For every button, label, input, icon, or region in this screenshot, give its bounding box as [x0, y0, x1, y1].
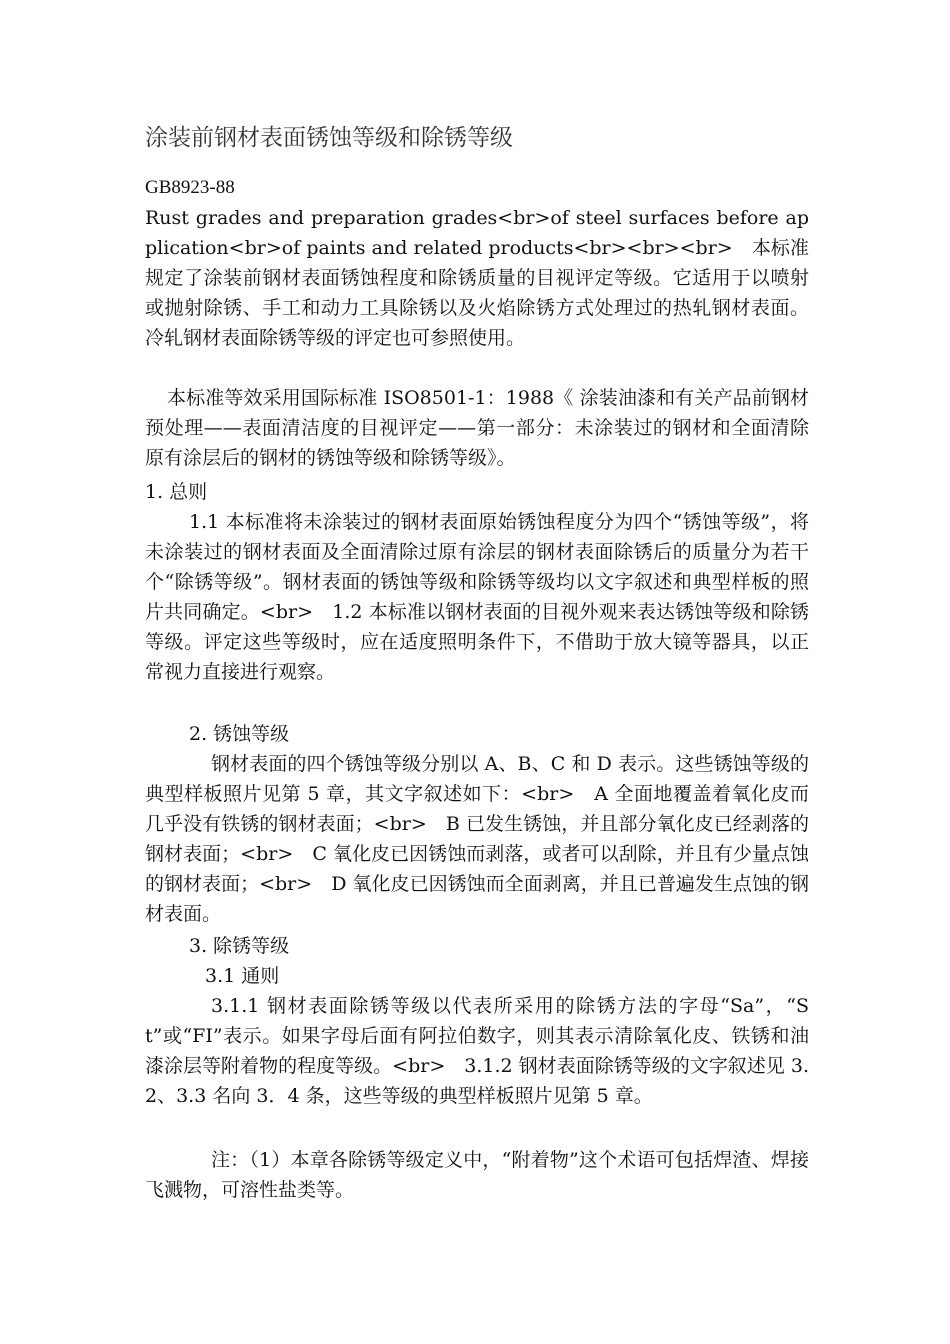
- note-paragraph: 注：（1）本章各除锈等级定义中，“附着物”这个术语可包括焊渣、焊接飞溅物，可溶性盐类等。: [145, 1149, 809, 1201]
- section-2-paragraph: 钢材表面的四个锈蚀等级分别以 A、B、C 和 D 表示。这些锈蚀等级的典型样板照片见第 5 章，其文字叙述如下：<br> A 全面地覆盖着氧化皮而几乎没有铁锈的钢材表面；<br> B 已发生锈蚀，并且部分氧化皮已经剥落的钢材表面；<br> C 氧化皮已因锈蚀而剥落，或者可以刮除，并且有少量点蚀的钢材表面；<br> D 氧化皮已因锈蚀而全面剥离，并且已普遍发生点蚀的钢材表面。: [145, 753, 809, 925]
- section-3-heading: 3. 除锈等级: [189, 935, 290, 957]
- section-3-1-1-paragraph: 3.1.1 钢材表面除锈等级以代表所采用的除锈方法的字母“Sa”，“St”或“FI”表示。如果字母后面有阿拉伯数字，则其表示清除氧化皮、铁锈和油漆涂层等附着物的程度等级。<br> 3.1.2 钢材表面除锈等级的文字叙述见 3.2、3.3 名向 3．4 条，这些等级的典型样板照片见第 5 章。: [145, 995, 809, 1107]
- section-1-heading: 1. 总则: [145, 481, 208, 503]
- section-1-1-paragraph: 1.1 本标准将未涂装过的钢材表面原始锈蚀程度分为四个“锈蚀等级”，将未涂装过的钢材表面及全面清除过原有涂层的钢材表面除锈后的质量分为若干个“除锈等级”。钢材表面的锈蚀等级和除锈等级均以文字叙述和典型样板的照片共同确定。<br> 1.2 本标准以钢材表面的目视外观来表达锈蚀等级和除锈等级。评定这些等级时，应在适度照明条件下，不借助于放大镜等器具，以正常视力直接进行观察。: [145, 511, 809, 683]
- intro-paragraph: Rust grades and preparation grades<br>of steel surfaces before application<br>of paints and related products<br><br><br> 本标准规定了涂装前钢材表面锈蚀程度和除锈质量的目视评定等级。它适用于以喷射或抛射除锈、手工和动力工具除锈以及火焰除锈方式处理过的热轧钢材表面。冷轧钢材表面除锈等级的评定也可参照使用。: [145, 207, 809, 349]
- standard-code: GB8923-88: [145, 177, 235, 198]
- iso-reference-paragraph: 本标准等效采用国际标准 ISO8501-1：1988《 涂装油漆和有关产品前钢材预处理——表面清洁度的目视评定——第一部分：未涂装过的钢材和全面清除原有涂层后的钢材的锈蚀等级和除锈等级》。: [145, 387, 809, 469]
- section-3-1-heading: 3.1 通则: [205, 965, 280, 987]
- document-title: 涂装前钢材表面锈蚀等级和除锈等级: [145, 125, 513, 151]
- section-2-heading: 2. 锈蚀等级: [189, 723, 290, 745]
